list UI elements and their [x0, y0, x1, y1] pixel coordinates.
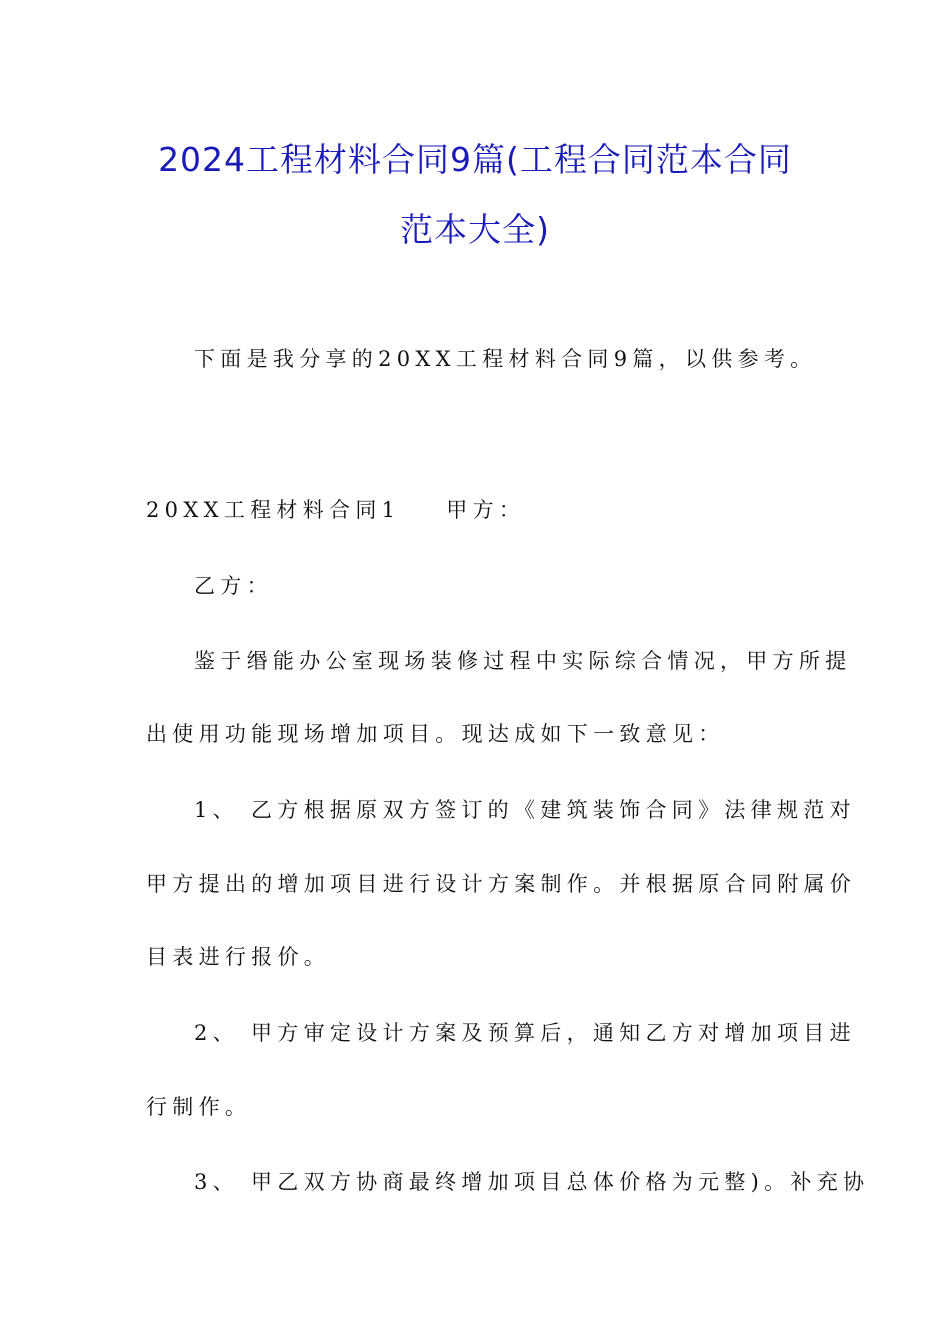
item-2-line-2: 行制作。	[146, 1095, 252, 1119]
item-2-text: 甲方审定设计方案及预算后，通知乙方对增加项目进	[250, 1021, 856, 1045]
item-1-line-2: 甲方提出的增加项目进行设计方案制作。并根据原合同附属价	[146, 872, 857, 896]
item-3-number: 3、	[194, 1170, 239, 1194]
item-2-number: 2、	[194, 1021, 239, 1045]
party-a-label: 甲方：	[446, 498, 526, 522]
item-2-line-1	[194, 1018, 856, 1048]
document-title-line-1: 2024工程材料合同9篇(工程合同范本合同	[158, 140, 792, 179]
item-1-line-3: 目表进行报价。	[146, 945, 331, 969]
section-heading-row	[146, 495, 525, 525]
item-3-text: 甲乙双方协商最终增加项目总体价格为元整)。补充协	[250, 1170, 870, 1194]
document-title-line-2: 范本大全)	[400, 210, 550, 249]
item-1-number: 1、	[194, 798, 239, 822]
item-1-text: 乙方根据原双方签订的《建筑装饰合同》法律规范对	[250, 798, 856, 822]
intro-paragraph: 下面是我分享的20XX工程材料合同9篇，以供参考。	[194, 347, 817, 371]
section-heading: 20XX工程材料合同1	[146, 498, 401, 522]
party-b-label: 乙方：	[194, 574, 273, 598]
paragraph-1-line-1: 鉴于缗能办公室现场装修过程中实际综合情况，甲方所提	[194, 649, 852, 673]
item-1-line-1	[194, 795, 856, 825]
paragraph-1-line-2: 出使用功能现场增加项目。现达成如下一致意见：	[146, 722, 725, 746]
item-3-line-1	[194, 1167, 869, 1197]
